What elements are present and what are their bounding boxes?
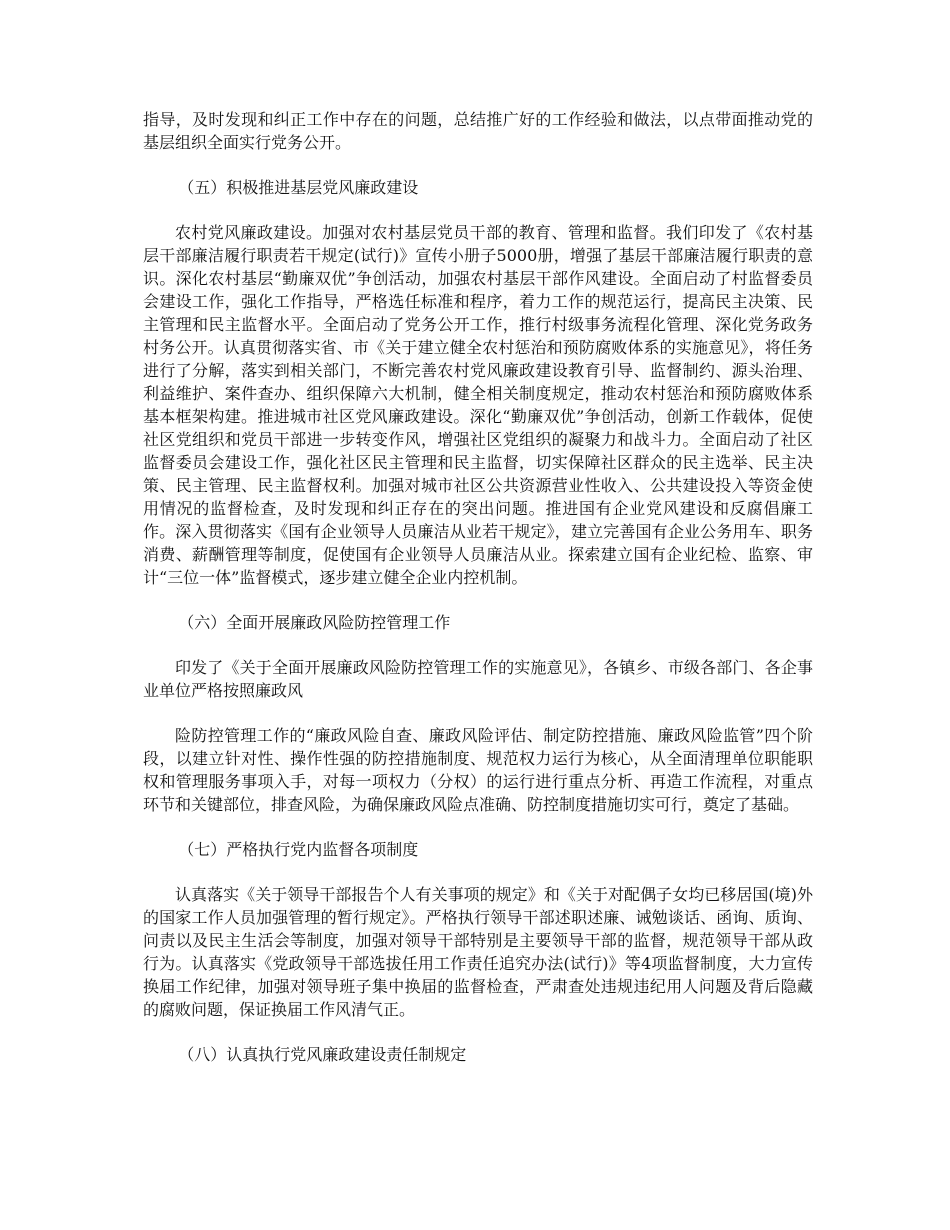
- paragraph-risk-opinion: 印发了《关于全面开展廉政风险防控管理工作的实施意见》，各镇乡、市级各部门、各企事业单位严格按照廉政风: [143, 658, 813, 700]
- paragraph-internal-supervision: 认真落实《关于领导干部报告个人有关事项的规定》和《关于对配偶子女均已移居国(境)外的国家工作人员加强管理的暂行规定》。严格执行领导干部述职述廉、诫勉谈话、函询、质询、问责以及民主生活会等制度，加强对领导干部特别是主要领导干部的监督，规范领导干部从政行为。认真落实《党政领导干部选拔任用工作责任追究办法(试行)》等4项监督制度，大力宣传换届工作纪律，加强对领导班子集中换届的监督检查，严肃查处违规违纪用人问题及背后隐藏的腐败问题，保证换届工作风清气正。: [143, 885, 813, 1019]
- section-heading-6: （六）全面开展廉政风险防控管理工作: [178, 613, 451, 632]
- paragraph-continuation: 指导，及时发现和纠正工作中存在的问题，总结推广好的工作经验和做法，以点带面推动党的基层组织全面实行党务公开。: [143, 110, 813, 152]
- section-heading-8: （八）认真执行党风廉政建设责任制规定: [178, 1045, 467, 1064]
- section-heading-7: （七）严格执行党内监督各项制度: [178, 840, 419, 859]
- section-heading-5: （五）积极推进基层党风廉政建设: [178, 178, 419, 197]
- document-body: [143, 108, 813, 1088]
- paragraph-rural-integrity: 农村党风廉政建设。加强对农村基层党员干部的教育、管理和监督。我们印发了《农村基层干部廉洁履行职责若干规定(试行)》宣传小册子5000册，增强了基层干部廉洁履行职责的意识。深化农村基层“勤廉双优”争创活动，加强农村基层干部作风建设。全面启动了村监督委员会建设工作，强化工作指导，严格选任标准和程序，着力工作的规范运行，提高民主决策、民主管理和民主监督水平。全面启动了党务公开工作，推行村级事务流程化管理、深化党务政务村务公开。认真贯彻落实省、市《关于建立健全农村惩治和预防腐败体系的实施意见》，将任务进行了分解，落实到相关部门，不断完善农村党风廉政建设教育引导、监督制约、源头治理、利益维护、案件查办、组织保障六大机制，健全相关制度规定，推动农村惩治和预防腐败体系基本框架构建。推进城市社区党风廉政建设。深化“勤廉双优”争创活动，创新工作载体，促使社区党组织和党员干部进一步转变作风，增强社区党组织的凝聚力和战斗力。全面启动了社区监督委员会建设工作，强化社区民主管理和民主监督，切实保障社区群众的民主选举、民主决策、民主管理、民主监督权利。加强对城市社区公共资源营业性收入、公共建设投入等资金使用情况的监督检查，及时发现和纠正存在的突出问题。推进国有企业党风建设和反腐倡廉工作。深入贯彻落实《国有企业领导人员廉洁从业若干规定》，建立完善国有企业公务用车、职务消费、薪酬管理等制度，促使国有企业领导人员廉洁从业。探索建立国有企业纪检、监察、审计“三位一体”监督模式，逐步建立健全企业内控机制。: [143, 223, 813, 587]
- paragraph-risk-management: 险防控管理工作的“廉政风险自查、廉政风险评估、制定防控措施、廉政风险监管”四个阶段，以建立针对性、操作性强的防控措施制度、规范权力运行为核心，从全面清理单位职能职权和管理服务事项入手，对每一项权力（分权）的运行进行重点分析、再造工作流程，对重点环节和关键部位，排查风险，为确保廉政风险点准确、防控制度措施切实可行，奠定了基础。: [143, 726, 813, 814]
